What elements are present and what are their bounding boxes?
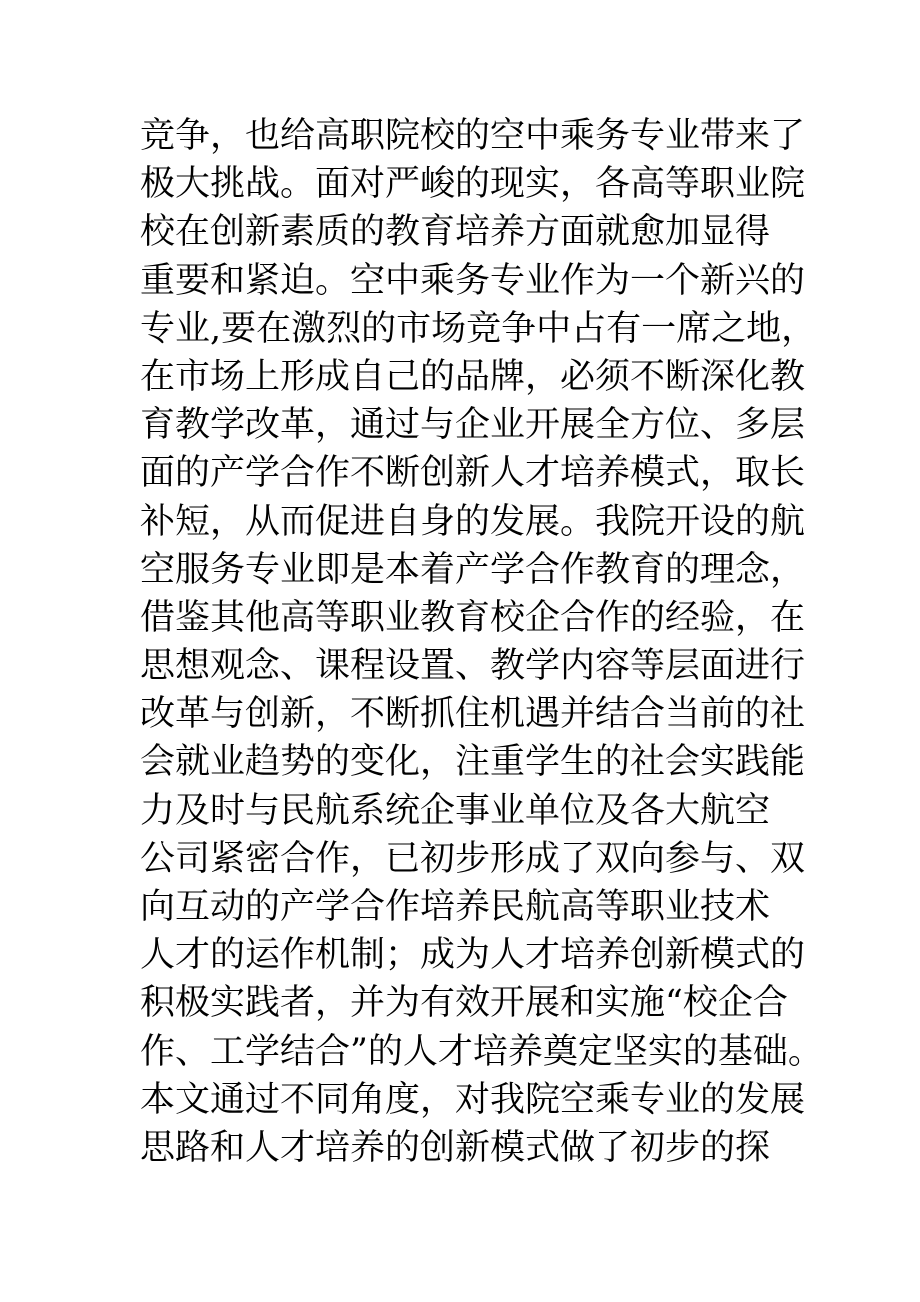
text-line: 专业,要在激烈的市场竞争中占有一席之地， (140, 308, 817, 349)
text-line: 思想观念、课程设置、教学内容等层面进行 (140, 646, 806, 687)
text-line: 借鉴其他高等职业教育校企合作的经验，在 (140, 597, 806, 638)
text-line: 会就业趋势的变化，注重学生的社会实践能 (140, 742, 806, 783)
body-text (140, 112, 823, 1172)
text-line: 空服务专业即是本着产学合作教育的理念， (140, 549, 806, 590)
text-line: 在市场上形成自己的品牌，必须不断深化教 (140, 356, 806, 397)
text-line: 育教学改革，通过与企业开展全方位、多层 (140, 405, 806, 446)
text-line: 竞争，也给高职院校的空中乘务专业带来了 (140, 116, 806, 156)
text-line: 思路和人才培养的创新模式做了初步的探 (140, 1127, 771, 1168)
text-line: 校在创新素质的教育培养方面就愈加显得 (140, 212, 771, 253)
text-line: 力及时与民航系统企事业单位及各大航空 (140, 790, 771, 831)
text-line: 改革与创新，不断抓住机遇并结合当前的社 (140, 694, 806, 735)
text-line: 极大挑战。面对严峻的现实，各高等职业院 (140, 164, 806, 205)
text-line: 本文通过不同角度，对我院空乘专业的发展 (140, 1079, 806, 1120)
text-line: 公司紧密合作，已初步形成了双向参与、双 (140, 838, 806, 879)
text-line: 向互动的产学合作培养民航高等职业技术 (140, 887, 771, 927)
text-line: 积极实践者，并为有效开展和实施“校企合 (140, 983, 788, 1024)
text-line: 面的产学合作不断创新人才培养模式，取长 (140, 453, 806, 494)
text-line: 人才的运作机制；成为人才培养创新模式的 (140, 935, 806, 976)
text-line: 作、工学结合”的人才培养奠定坚实的基础。 (140, 1031, 823, 1072)
text-line: 补短，从而促进自身的发展。我院开设的航 (140, 501, 806, 542)
text-line: 重要和紧迫。空中乘务专业作为一个新兴的 (140, 260, 806, 301)
